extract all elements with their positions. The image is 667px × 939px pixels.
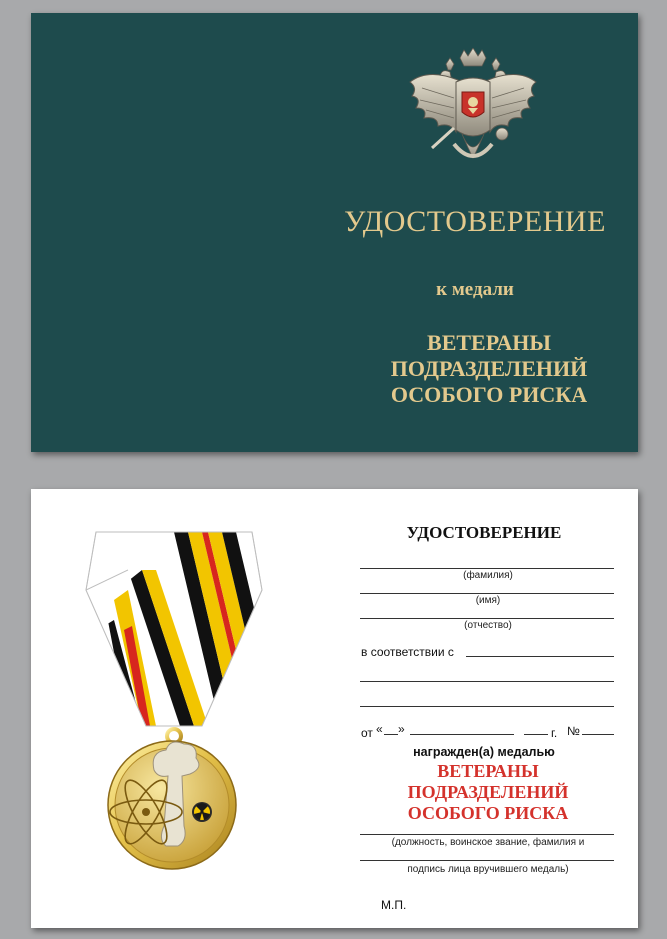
according-to-label: в соответствии с — [361, 645, 454, 659]
date-from-label: от — [361, 726, 373, 740]
certificate-medal-name — [360, 761, 616, 824]
number-mark: № — [567, 724, 580, 738]
name-line — [360, 593, 614, 594]
year-mark: г. — [551, 726, 558, 740]
awarded-label: награжден(а) медалью — [413, 745, 555, 759]
patronymic-line — [360, 618, 614, 619]
year-line — [524, 734, 548, 735]
month-line — [410, 734, 514, 735]
according-to-line — [466, 656, 614, 657]
name-caption: (имя) — [475, 595, 501, 606]
stamp-place-label: М.П. — [381, 898, 407, 912]
veterans-special-risk-medal-icon — [84, 530, 264, 876]
signer-line-2 — [360, 860, 614, 861]
double-headed-eagle-icon — [398, 48, 548, 168]
cover-medal-line-3: ОСОБОГО РИСКА — [390, 382, 588, 407]
number-line — [582, 734, 614, 735]
quote-open: « — [376, 722, 383, 736]
certificate-medal-line-3: ОСОБОГО РИСКА — [407, 803, 569, 823]
basis-line-2 — [360, 706, 614, 707]
signer-line-1 — [360, 834, 614, 835]
day-line — [384, 734, 398, 735]
surname-line — [360, 568, 614, 569]
patronymic-caption: (отчество) — [464, 620, 512, 631]
quote-close: » — [398, 722, 405, 736]
cover-subtitle: к медали — [436, 279, 514, 300]
cover-medal-line-1: ВЕТЕРАНЫ — [427, 330, 551, 355]
certificate-title: УДОСТОВЕРЕНИЕ — [406, 523, 562, 542]
surname-caption: (фамилия) — [463, 570, 513, 581]
basis-line-1 — [360, 681, 614, 682]
cover-title: УДОСТОВЕРЕНИЕ — [344, 205, 606, 238]
certificate-medal-line-1: ВЕТЕРАНЫ — [437, 761, 539, 781]
certificate-medal-line-2: ПОДРАЗДЕЛЕНИЙ — [407, 782, 569, 802]
cover-medal-line-2: ПОДРАЗДЕЛЕНИЙ — [390, 356, 588, 381]
signer-caption-2: подпись лица вручившего медаль) — [407, 864, 569, 875]
signer-caption-1: (должность, воинское звание, фамилия и — [391, 837, 585, 848]
cover-medal-name — [330, 330, 648, 408]
